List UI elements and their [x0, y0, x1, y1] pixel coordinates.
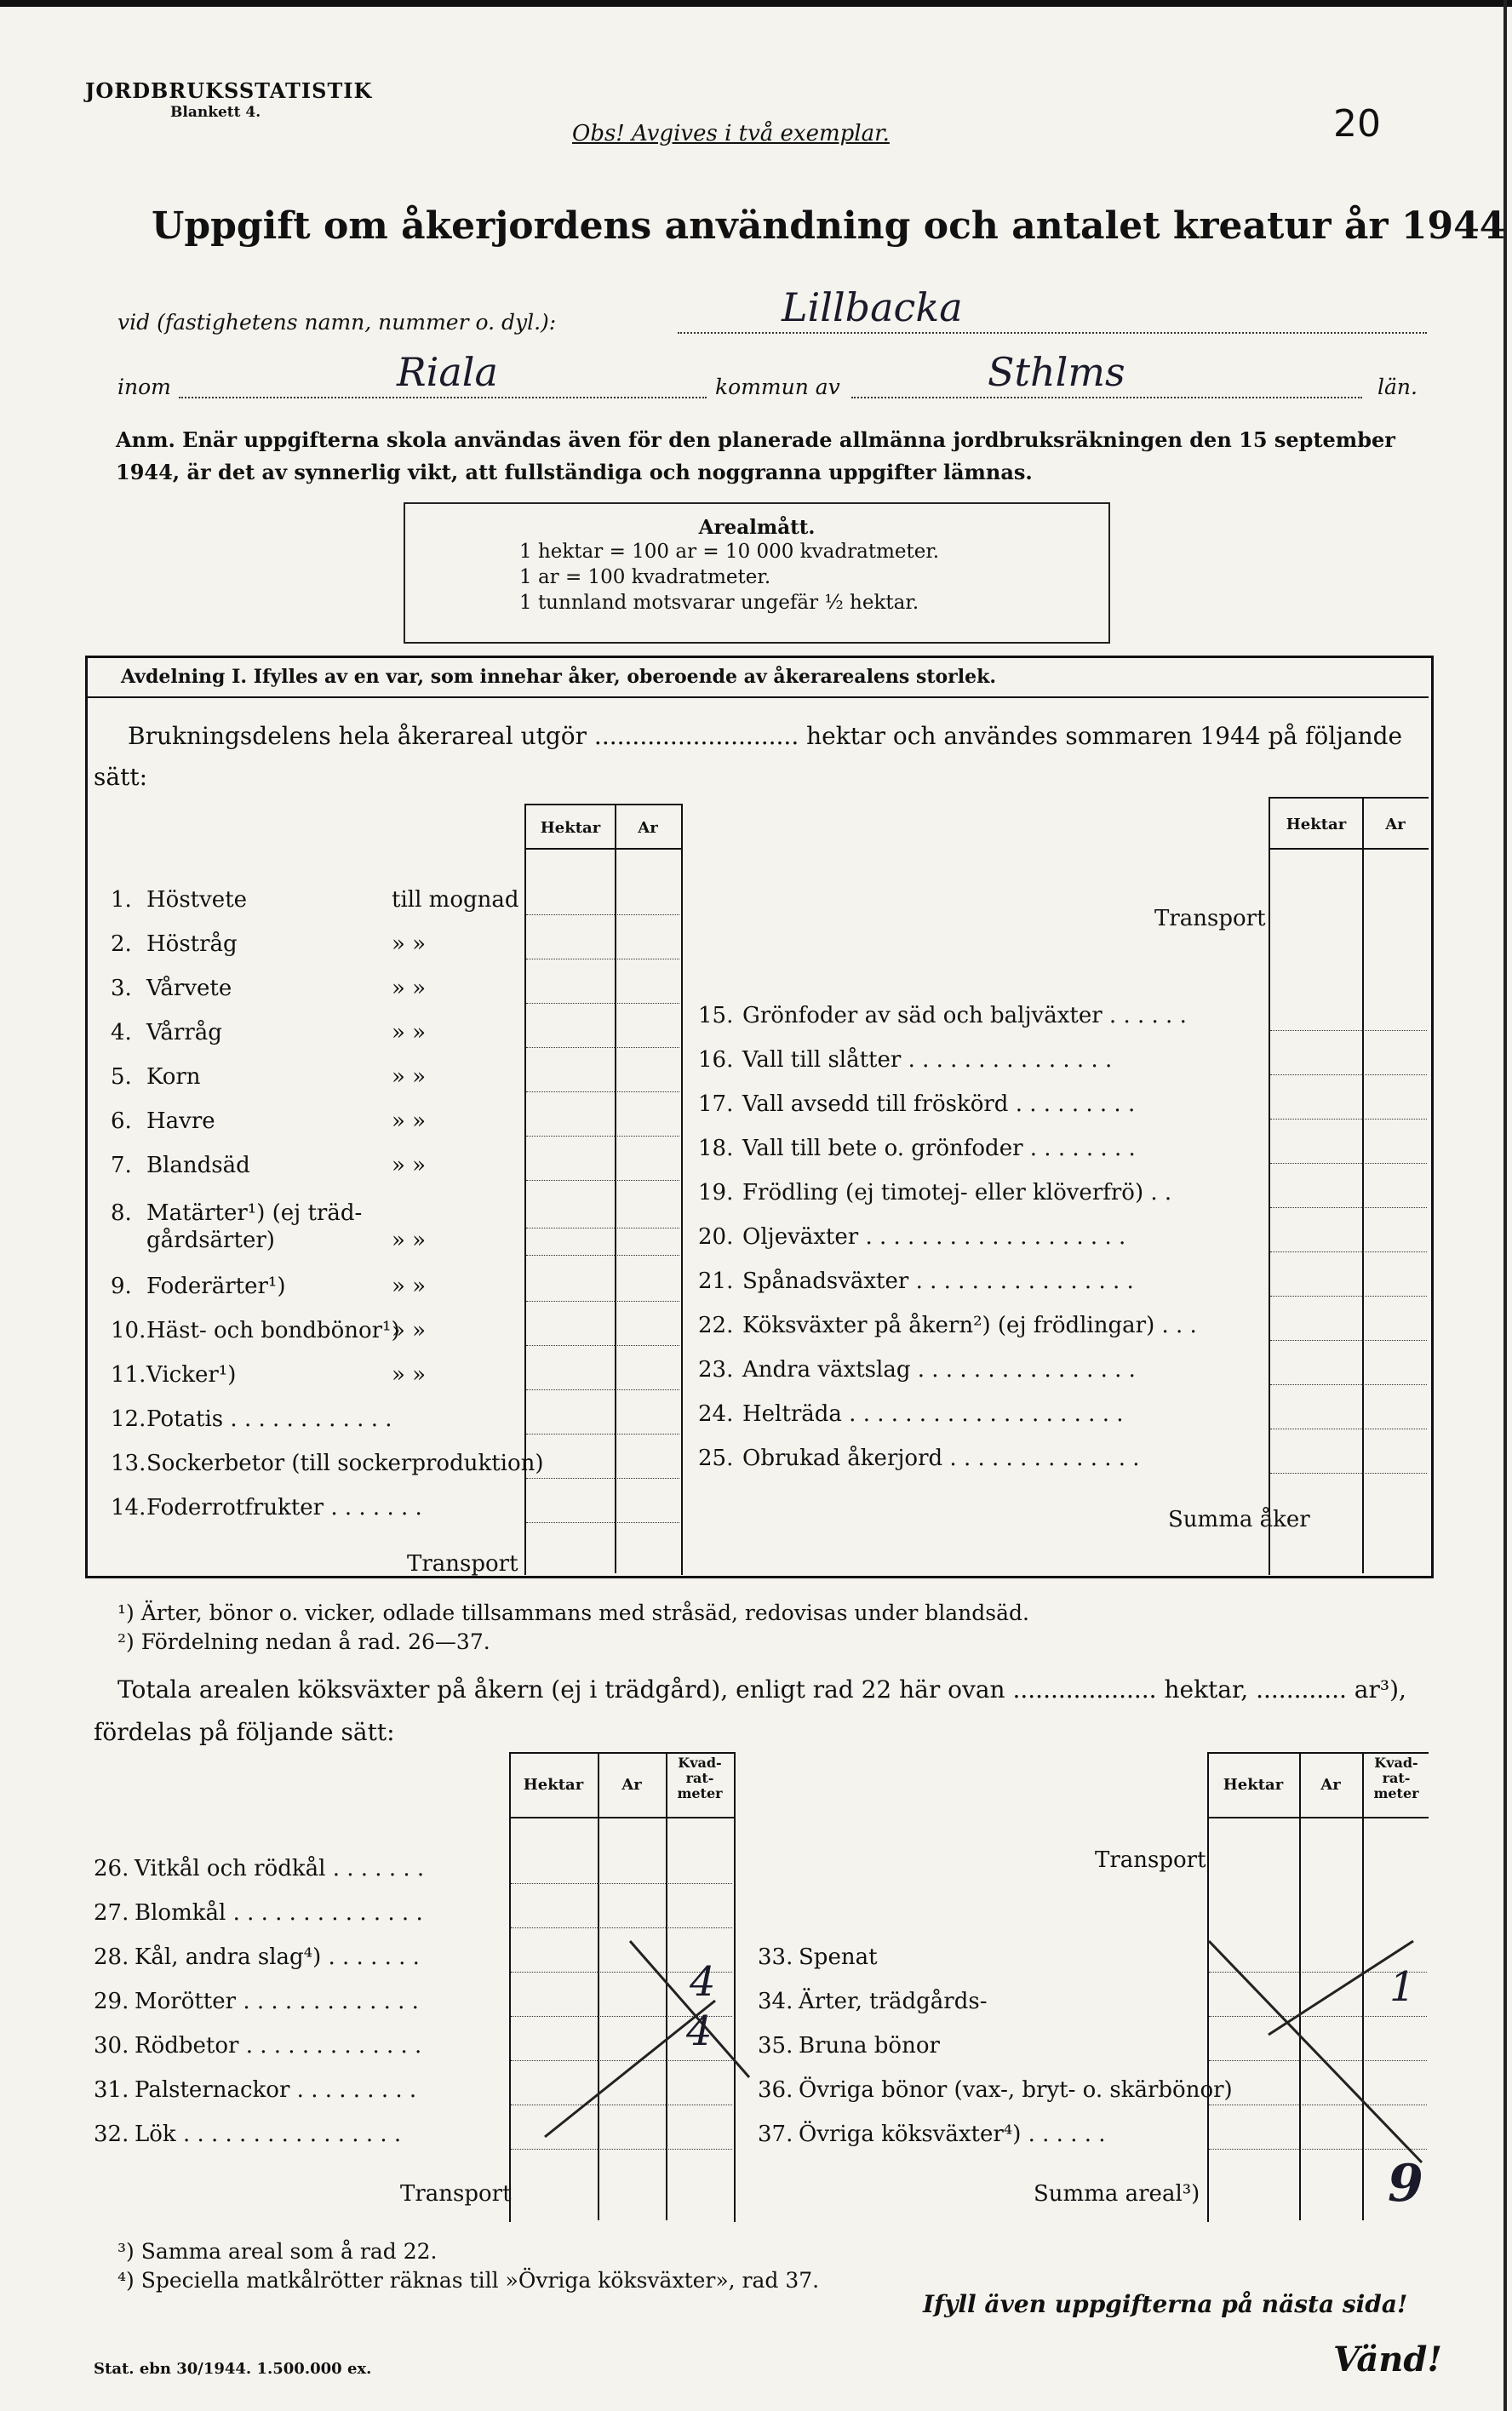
row-number: 13.: [111, 1451, 146, 1476]
row-number: 19.: [698, 1180, 734, 1206]
row-label: Morötter . . . . . . . . . . . . .: [135, 1989, 419, 2014]
row-label: Oljeväxter . . . . . . . . . . . . . . . . . . .: [742, 1224, 1126, 1250]
top-border-line: [0, 0, 1512, 7]
row-number: 5.: [111, 1064, 132, 1090]
row-number: 11.: [111, 1362, 146, 1388]
row-number: 20.: [698, 1224, 734, 1250]
row-label: Köksväxter på åkern²) (ej frödlingar) . . .: [742, 1313, 1197, 1338]
row-number: 25.: [698, 1446, 734, 1471]
row-entry-line: [526, 1047, 679, 1048]
area-units-heading: Arealmått.: [698, 516, 816, 539]
kommun-label: kommun av: [715, 375, 840, 399]
row-entry-line: [526, 1301, 679, 1302]
inom-label: inom: [117, 375, 171, 399]
section-2-intro: Totala arealen köksväxter på åkern (ej i trädgård), enligt rad 22 här ovan ................... hektar, ............ ar³),: [117, 1675, 1406, 1704]
section-1-intro-cont: sätt:: [94, 763, 147, 791]
section-2-intro-cont: fördelas på följande sätt:: [94, 1718, 395, 1746]
row-number: 16.: [698, 1047, 734, 1073]
row-note: » »: [392, 1318, 427, 1343]
row-label: Blomkål . . . . . . . . . . . . . .: [135, 1900, 423, 1926]
row-entry-line: [511, 1883, 732, 1884]
lan-label: län.: [1377, 375, 1418, 399]
row-number: 36.: [758, 2077, 793, 2103]
row-number: 12.: [111, 1406, 146, 1432]
area-unit-line: 1 hektar = 100 ar = 10 000 kvadratmeter.: [519, 541, 940, 563]
koks-right-transport: Transport: [1095, 1847, 1206, 1873]
footnote-4: ⁴) Speciella matkålrötter räknas till »Övriga köksväxter», rad 37.: [117, 2268, 820, 2293]
row-number: 31.: [94, 2077, 129, 2103]
row-entry-line: [1270, 1074, 1427, 1075]
row-number: 37.: [758, 2122, 793, 2147]
area-unit-line: 1 ar = 100 kvadratmeter.: [519, 566, 771, 588]
right-value-grid: [1269, 797, 1429, 1575]
turn-over-note: Vänd!: [1333, 2339, 1442, 2380]
col-kvadratmeter: Kvad- rat- meter: [677, 1755, 723, 1801]
row-label: Vårråg: [146, 1020, 222, 1045]
row-entry-line: [1270, 1251, 1427, 1252]
row-label: Havre: [146, 1108, 215, 1134]
row-note: till mognad: [392, 887, 519, 913]
row-label: Spånadsväxter . . . . . . . . . . . . . . . .: [742, 1268, 1134, 1294]
area-unit-line: 1 tunnland motsvarar ungefär ½ hektar.: [519, 592, 919, 614]
footnote-3: ³) Samma areal som å rad 22.: [117, 2239, 438, 2264]
row-number: 26.: [94, 1856, 129, 1881]
copies-note: Obs! Avgives i två exemplar.: [572, 121, 890, 146]
left-grid-divider: [615, 804, 616, 1573]
row-label: Blandsäd: [146, 1153, 250, 1178]
col-hektar: Hektar: [1223, 1776, 1284, 1794]
row-label: Höstvete: [146, 887, 248, 913]
row-entry-line: [1270, 1119, 1427, 1120]
row-entry-line: [1270, 1340, 1427, 1341]
property-field-line: [678, 332, 1427, 334]
row-number: 17.: [698, 1091, 734, 1117]
row-label: Övriga bönor (vax-, bryt- o. skärbönor): [799, 2077, 1233, 2103]
kommun-value[interactable]: Sthlms: [988, 349, 1125, 395]
row-entry-line: [526, 1434, 679, 1435]
row-label: Potatis . . . . . . . . . . . .: [146, 1406, 392, 1432]
col-hektar: Hektar: [540, 819, 601, 837]
row-label: Foderärter¹): [146, 1274, 286, 1299]
row-number: 15.: [698, 1003, 734, 1028]
row-label: Vall till bete o. grönfoder . . . . . . . .: [742, 1136, 1136, 1161]
row-label: Häst- och bondbönor¹): [146, 1318, 400, 1343]
row-number: 32.: [94, 2122, 129, 2147]
row-label: Matärter¹) (ej träd-: [146, 1200, 363, 1226]
row-entry-line: [1270, 1207, 1427, 1208]
inom-field-line: [179, 397, 707, 398]
handwritten-strikes: [494, 1907, 1481, 2265]
row-entry-line: [526, 1255, 679, 1256]
row-number: 6.: [111, 1108, 132, 1134]
footnote-2: ²) Fördelning nedan å rad. 26—37.: [117, 1629, 490, 1654]
section-1-box: [85, 656, 1434, 1578]
row-number: 34.: [758, 1989, 793, 2014]
row-label: Bruna bönor: [799, 2033, 940, 2059]
row-number: 1.: [111, 887, 132, 913]
row-label: Rödbetor . . . . . . . . . . . . .: [135, 2033, 422, 2059]
row-label: Övriga köksväxter⁴) . . . . . .: [799, 2122, 1106, 2147]
section-1-intro: Brukningsdelens hela åkerareal utgör ........................... hektar och användes sommaren 1944 på följande: [128, 722, 1403, 750]
row-number: 10.: [111, 1318, 146, 1343]
row-number: 22.: [698, 1313, 734, 1338]
form-id: Blankett 4.: [170, 104, 261, 121]
row-number: 14.: [111, 1495, 146, 1520]
row-note: » »: [392, 1108, 427, 1134]
row-entry-line: [1270, 1296, 1427, 1297]
row-label: Helträda . . . . . . . . . . . . . . . . . . . .: [742, 1401, 1124, 1427]
row-number: 9.: [111, 1274, 132, 1299]
row-number: 23.: [698, 1357, 734, 1383]
row-entry-line: [526, 1180, 679, 1181]
hand-value: 1: [1389, 1963, 1416, 2011]
summa-aker-label: Summa åker: [1168, 1507, 1310, 1532]
row-entry-line: [1270, 1384, 1427, 1385]
row-label: Grönfoder av säd och baljväxter . . . . . .: [742, 1003, 1187, 1028]
left-transport-label: Transport: [407, 1551, 518, 1577]
row-number: 28.: [94, 1944, 129, 1970]
hand-value: 4: [690, 1958, 716, 2006]
row-entry-line: [526, 1003, 679, 1004]
row-entry-line: [526, 1478, 679, 1479]
row-number: 3.: [111, 976, 132, 1001]
property-label: vid (fastighetens namn, nummer o. dyl.):: [117, 310, 557, 335]
row-note: » »: [392, 976, 427, 1001]
row-label: Frödling (ej timotej- eller klöverfrö) . .: [742, 1180, 1172, 1206]
row-number: 8.: [111, 1200, 132, 1226]
row-note: » »: [392, 1228, 427, 1253]
row-entry-line: [526, 1522, 679, 1523]
right-border-line: [1503, 0, 1507, 2411]
row-label: Vall till slåtter . . . . . . . . . . . . . . .: [742, 1047, 1113, 1073]
row-entry-line: [1270, 1473, 1427, 1474]
summa-areal-label: Summa areal³): [1034, 2181, 1200, 2207]
row-entry-line: [526, 1091, 679, 1092]
row-note: » »: [392, 1020, 427, 1045]
row-number: 21.: [698, 1268, 734, 1294]
row-number: 18.: [698, 1136, 734, 1161]
row-number: 27.: [94, 1900, 129, 1926]
row-entry-line: [526, 1389, 679, 1390]
row-note: » »: [392, 1064, 427, 1090]
page-title: Uppgift om åkerjordens användning och antalet kreatur år 1944: [152, 204, 1506, 248]
row-number: 7.: [111, 1153, 132, 1178]
row-label: Andra växtslag . . . . . . . . . . . . . . . .: [742, 1357, 1136, 1383]
col-ar: Ar: [621, 1776, 642, 1794]
hand-value: 9: [1388, 2154, 1423, 2213]
row-number: 29.: [94, 1989, 129, 2014]
kommun-field-line: [851, 397, 1362, 398]
left-value-grid: [524, 804, 683, 1575]
row-label: Sockerbetor (till sockerproduktion): [146, 1451, 544, 1476]
col-ar: Ar: [638, 819, 658, 837]
row-entry-line: [526, 1345, 679, 1346]
row-label: Lök . . . . . . . . . . . . . . . .: [135, 2122, 402, 2147]
row-entry-line: [1270, 1030, 1427, 1031]
section-1-heading: Avdelning I. Ifylles av en var, som innehar åker, oberoende av åkerarealens storlek.: [85, 656, 1429, 698]
fill-next-page-note: Ifyll även uppgifterna på nästa sida!: [923, 2290, 1408, 2318]
row-entry-line: [1270, 1163, 1427, 1164]
row-label: Ärter, trädgårds-: [799, 1989, 988, 2014]
row-label: Korn: [146, 1064, 201, 1090]
row-entry-line: [526, 914, 679, 915]
area-units-box: [404, 502, 1110, 644]
row-label: Obrukad åkerjord . . . . . . . . . . . . . .: [742, 1446, 1140, 1471]
row-note: » »: [392, 1362, 427, 1388]
right-grid-divider: [1362, 797, 1364, 1573]
col-ar: Ar: [1320, 1776, 1341, 1794]
row-label: Vitkål och rödkål . . . . . . .: [135, 1856, 425, 1881]
row-number: 30.: [94, 2033, 129, 2059]
row-label: Kål, andra slag⁴) . . . . . . .: [135, 1944, 420, 1970]
property-value[interactable]: Lillbacka: [782, 284, 963, 330]
col-kvadratmeter: Kvad- rat- meter: [1373, 1755, 1419, 1801]
page-number: 20: [1333, 102, 1381, 146]
note-paragraph: Anm. Enär uppgifterna skola användas även för den planerade allmänna jordbruksräkningen den 15 september 1944, är det av synnerlig vikt, att fullständiga och noggranna uppgifter lämnas.: [116, 427, 1395, 484]
row-entry-line: [526, 1136, 679, 1137]
col-hektar: Hektar: [523, 1776, 584, 1794]
row-number: 33.: [758, 1944, 793, 1970]
row-note: » »: [392, 1274, 427, 1299]
agency-name: JORDBRUKSSTATISTIK: [85, 78, 373, 103]
footnote-1: ¹) Ärter, bönor o. vicker, odlade tillsammans med stråsäd, redovisas under blandsäd.: [117, 1601, 1029, 1625]
row-label: gårdsärter): [146, 1228, 275, 1253]
col-hektar: Hektar: [1286, 816, 1347, 833]
row-label: Vårvete: [146, 976, 232, 1001]
row-label: Vicker¹): [146, 1362, 237, 1388]
koks-left-transport: Transport: [400, 2181, 512, 2207]
row-number: 4.: [111, 1020, 132, 1045]
inom-value[interactable]: Riala: [397, 349, 498, 395]
row-note: » »: [392, 1153, 427, 1178]
row-number: 35.: [758, 2033, 793, 2059]
print-info: Stat. ebn 30/1944. 1.500.000 ex.: [94, 2360, 372, 2378]
hand-value: 4: [686, 2007, 713, 2055]
row-label: Palsternackor . . . . . . . . .: [135, 2077, 417, 2103]
row-number: 24.: [698, 1401, 734, 1427]
row-label: Vall avsedd till fröskörd . . . . . . . . .: [742, 1091, 1136, 1117]
row-label: Spenat: [799, 1944, 878, 1970]
row-note: » »: [392, 931, 427, 957]
col-ar: Ar: [1385, 816, 1406, 833]
row-number: 2.: [111, 931, 132, 957]
row-label: Höstråg: [146, 931, 238, 957]
row-label: Foderrotfrukter . . . . . . .: [146, 1495, 422, 1520]
right-transport-label: Transport: [1154, 906, 1266, 931]
